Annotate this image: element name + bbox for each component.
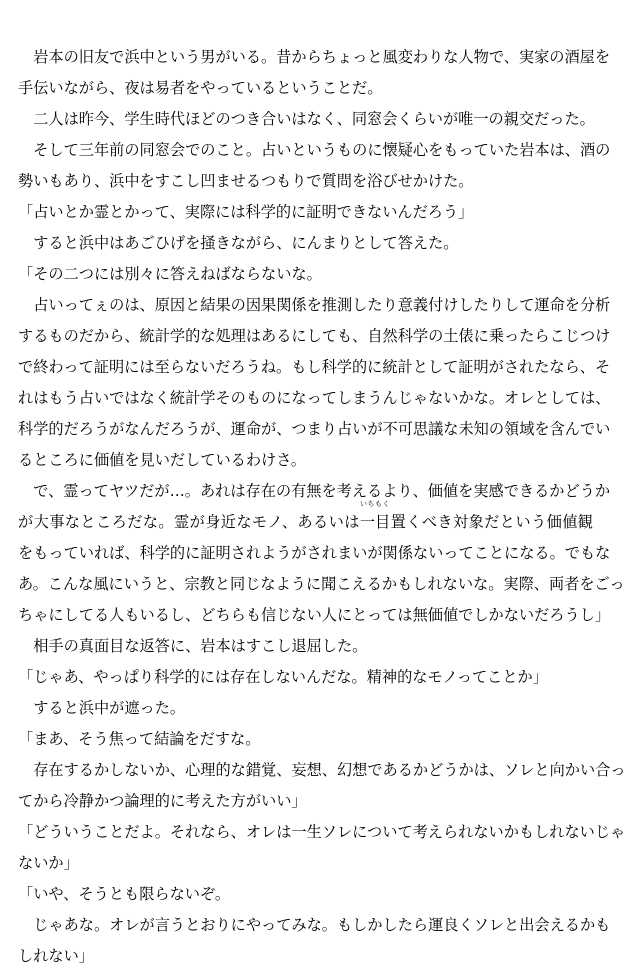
- ruby-reading: いちもく: [360, 500, 391, 508]
- text-line: 「その二つには別々に答えねばならないな。: [18, 265, 322, 283]
- text-line: 「じゃあ、やっぱり科学的には存在しないんだな。精神的なモノってことか」: [18, 668, 548, 686]
- text-line: 岩本の旧友で浜中という男がいる。昔からちょっと風変わりな人物で、実家の酒屋を: [18, 48, 611, 66]
- text-line: すると浜中はあごひげを掻きながら、にんまりとして答えた。: [18, 234, 459, 252]
- text-line: ないか」: [18, 854, 79, 872]
- text-line: で終わって証明には至らないだろうね。もし科学的に統計として証明がされたなら、そ: [18, 358, 611, 376]
- text-line: 相手の真面目な返答に、岩本はすこし退屈した。: [18, 637, 368, 655]
- text-line: するものだから、統計学的な処理はあるにしても、自然科学の土俵に乗ったらこじつけ: [18, 327, 611, 345]
- text-line: じゃあな。オレが言うとおりにやってみな。もしかしたら運良くソレと出会えるかも: [18, 916, 611, 934]
- text-line: 「占いとか霊とかって、実際には科学的に証明できないんだろう」: [18, 203, 474, 221]
- text-line: 「いや、そうとも限らないぞ。: [18, 885, 231, 903]
- ruby-line-before: が大事なところだな。霊が身近なモノ、あるいは: [18, 513, 360, 531]
- text-line-with-ruby: [18, 500, 593, 535]
- ruby-annotation: [359, 500, 391, 535]
- text-line: 占いってぇのは、原因と結果の因果関係を推測したり意義付けしたりして運命を分析: [18, 296, 611, 314]
- text-line: るところに価値を見いだしているわけさ。: [18, 451, 306, 469]
- text-line: をもっていれば、科学的に証明されようがされまいが関係ないってことになる。でもな: [18, 544, 611, 562]
- text-line: れはもう占いではなく統計学そのものになってしまうんじゃないかな。オレとしては、: [18, 389, 611, 407]
- text-line: そして三年前の同窓会でのこと。占いというものに懐疑心をもっていた岩本は、酒の: [18, 141, 611, 159]
- text-line: 存在するかしないか、心理的な錯覚、妄想、幻想であるかどうかは、ソレと向かい合っ: [18, 761, 626, 779]
- text-line: 「まあ、そう焦って結論をだすな。: [18, 730, 261, 748]
- text-line: で、霊ってヤツだが…。あれは存在の有無を考えるより、価値を実感できるかどうか: [18, 482, 611, 500]
- text-line: しれない」: [18, 947, 94, 965]
- text-line: 手伝いながら、夜は易者をやっているということだ。: [18, 79, 383, 97]
- ruby-base: 一目: [359, 513, 391, 531]
- text-line: 二人は昨今、学生時代ほどのつき合いはなく、同窓会くらいが唯一の親交だった。: [18, 110, 595, 128]
- text-line: あ。こんな風にいうと、宗教と同じなように聞こえるかもしれないな。実際、両者をごっ: [18, 575, 625, 593]
- text-line: ちゃにしてる人もいるし、どちらも信じない人にとっては無価値でしかないだろうし」: [18, 606, 611, 624]
- text-line: 科学的だろうがなんだろうが、運命が、つまり占いが不可思議な未知の領域を含んでい: [18, 420, 611, 438]
- text-line: 「どういうことだよ。それなら、オレは一生ソレについて考えられないかもしれないじゃ: [18, 823, 626, 841]
- text-line: 勢いもあり、浜中をすこし凹ませるつもりで質問を浴びせかけた。: [18, 172, 474, 190]
- ruby-line-after: 置くべき対象だという価値観: [390, 513, 593, 531]
- text-line: すると浜中が遮った。: [18, 699, 186, 717]
- text-line: てから冷静かつ論理的に考えた方がいい」: [18, 792, 307, 810]
